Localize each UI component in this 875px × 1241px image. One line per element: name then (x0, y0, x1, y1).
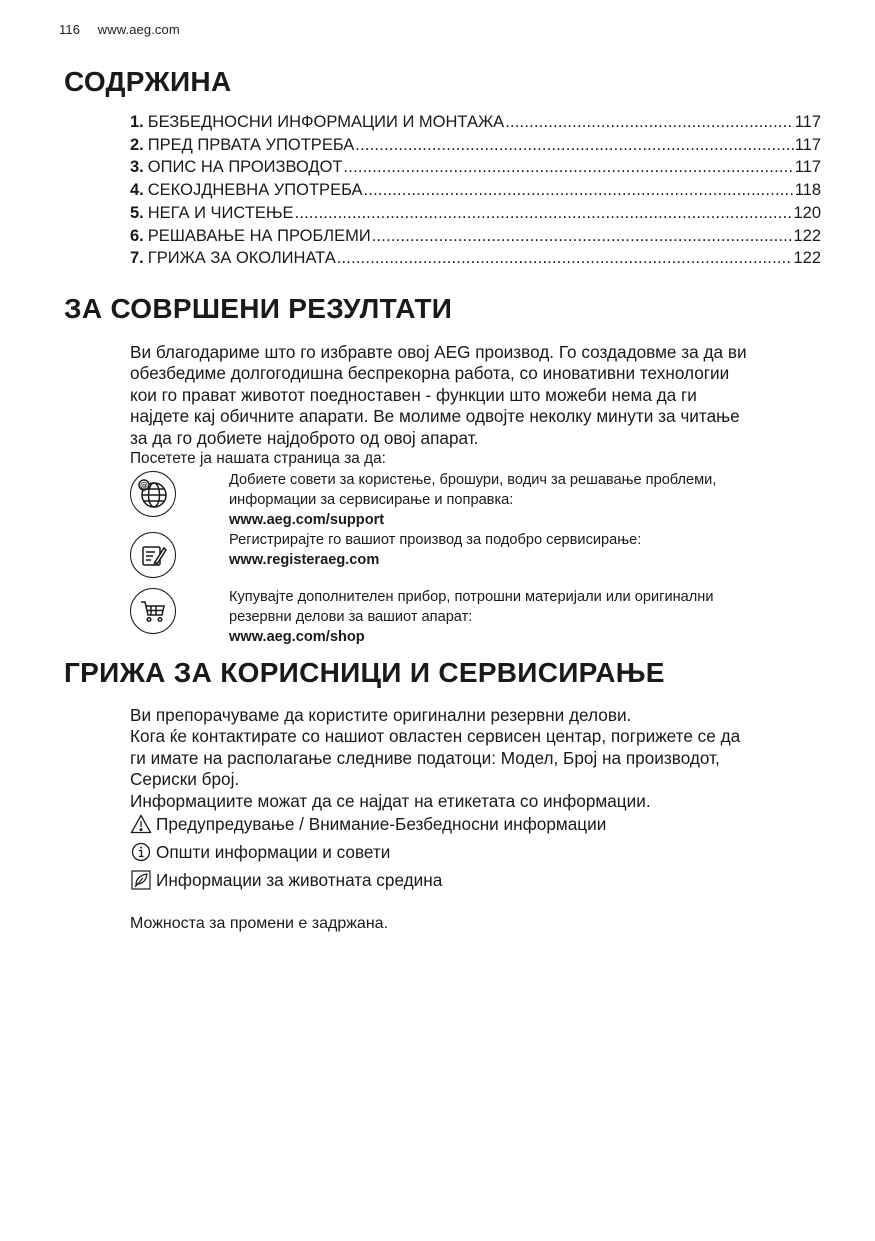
toc-item-page: 122 (793, 226, 821, 245)
toc-item-number: 2. (130, 135, 144, 154)
support-item-text (229, 470, 819, 530)
toc-leader-dots (372, 225, 793, 248)
toc-item[interactable] (130, 225, 821, 248)
toc-item-label: ПРЕД ПРВАТА УПОТРЕБА (147, 135, 355, 154)
toc-item-label: РЕШАВАЊЕ НА ПРОБЛЕМИ (147, 226, 371, 245)
toc-item-number: 1. (130, 113, 144, 131)
support-desc-line: Регистрирајте го вашиот производ за подобро сервисирање: (229, 532, 642, 548)
toc-leader-dots (295, 202, 793, 225)
toc-item-number: 6. (130, 226, 144, 245)
toc-item-number: 7. (130, 249, 144, 268)
toc-item-number: 5. (130, 203, 144, 222)
toc-item-page: 117 (794, 158, 821, 177)
warning-triangle-icon (130, 813, 152, 835)
toc-item-label: НЕГА И ЧИСТЕЊЕ (147, 203, 294, 222)
symbol-legend (130, 810, 820, 894)
toc-leader-dots (364, 179, 794, 202)
toc-item-label: ГРИЖА ЗА ОКОЛИНАТА (147, 249, 336, 268)
support-link[interactable]: www.registeraeg.com (229, 552, 380, 568)
toc-item-page: 122 (793, 249, 821, 268)
toc-item-number: 3. (130, 158, 144, 177)
svg-text:@: @ (140, 481, 148, 490)
results-title: ЗА СОВРШЕНИ РЕЗУЛТАТИ (64, 293, 453, 324)
toc-item[interactable] (130, 156, 821, 179)
legend-item (130, 866, 820, 894)
toc-item-number: 4. (130, 181, 144, 200)
intro-line: за да го добиете најдоброто од овој апарат. (130, 427, 479, 448)
shopping-cart-icon (130, 588, 176, 634)
toc-item-page: 118 (794, 181, 821, 200)
toc-leader-dots (355, 134, 793, 157)
intro-line: обезбедиме долгогодишна беспрекорна работа, со иновативни технологии (130, 363, 730, 384)
care-text (130, 705, 820, 812)
table-of-contents (130, 111, 821, 270)
toc-leader-dots (337, 247, 793, 270)
globe-support-icon (130, 471, 176, 517)
support-link[interactable]: www.aeg.com/support (229, 512, 385, 528)
toc-item-label: БЕЗБЕДНОСНИ ИНФОРМАЦИИ И МОНТАЖА (147, 113, 505, 131)
toc-item[interactable] (130, 247, 821, 270)
care-line: Сериски број. (130, 769, 240, 790)
support-item-text (229, 587, 819, 647)
care-line: Информациите можат да се најдат на етикетата со информации. (130, 790, 651, 811)
toc-item[interactable] (130, 134, 821, 157)
toc-item[interactable] (130, 179, 821, 202)
intro-line: кои го прават животот поедноставен - функции што можеби нема да ги (130, 384, 697, 405)
legend-item (130, 838, 820, 866)
care-line: Кога ќе контактирате со нашиот овластен сервисен центар, погрижете се да (130, 726, 741, 747)
toc-item[interactable] (130, 111, 821, 134)
intro-line: најдете кај обичните апарати. Ве молиме одвојте неколку минути за читање (130, 406, 740, 427)
page-number: 116 (59, 22, 81, 37)
environment-leaf-icon (130, 869, 152, 891)
legend-label: Општи информации и совети (156, 841, 391, 862)
support-link[interactable]: www.aeg.com/shop (229, 629, 365, 645)
toc-item-label: СЕКОЈДНЕВНА УПОТРЕБА (147, 181, 363, 200)
legend-item (130, 810, 820, 838)
support-desc-line: Купувајте дополнителен прибор, потрошни материјали или оригинални (229, 589, 714, 605)
contents-title: СОДРЖИНА (64, 66, 232, 97)
care-line: Ви препорачуваме да користите оригинални резервни делови. (130, 705, 632, 725)
intro-line: Ви благодариме што го избравте овој AEG производ. Го создадовме за да ви (130, 342, 747, 362)
results-intro (130, 342, 820, 468)
info-icon (130, 841, 152, 863)
toc-leader-dots (344, 156, 794, 179)
care-line: ги имате на располагање следниве податоци: Модел, Број на производот, (130, 747, 720, 768)
legend-label: Предупредување / Внимание-Безбедносни информации (156, 813, 607, 834)
website-link[interactable]: www.aeg.com (97, 22, 180, 37)
register-product-icon (130, 532, 176, 578)
support-item-text (229, 530, 819, 570)
toc-item-page: 117 (794, 135, 821, 154)
toc-leader-dots (505, 111, 794, 134)
care-title: ГРИЖА ЗА КОРИСНИЦИ И СЕРВИСИРАЊЕ (64, 657, 665, 688)
footer-note: Можноста за промени е задржана. (130, 915, 389, 932)
legend-label: Информации за животната средина (156, 869, 443, 890)
toc-item-page: 117 (794, 113, 821, 131)
toc-item-label: ОПИС НА ПРОИЗВОДОТ (147, 158, 343, 177)
support-desc-line: информации за сервисирање и поправка: (229, 492, 514, 508)
support-desc-line: Добиете совети за користење, брошури, водич за решавање проблеми, (229, 472, 717, 488)
toc-item-page: 120 (793, 203, 821, 222)
page-header (59, 22, 180, 37)
toc-item[interactable] (130, 202, 821, 225)
support-desc-line: резервни делови за вашиот апарат: (229, 609, 473, 625)
intro-line: Посетете ја нашата страница за да: (130, 450, 386, 468)
